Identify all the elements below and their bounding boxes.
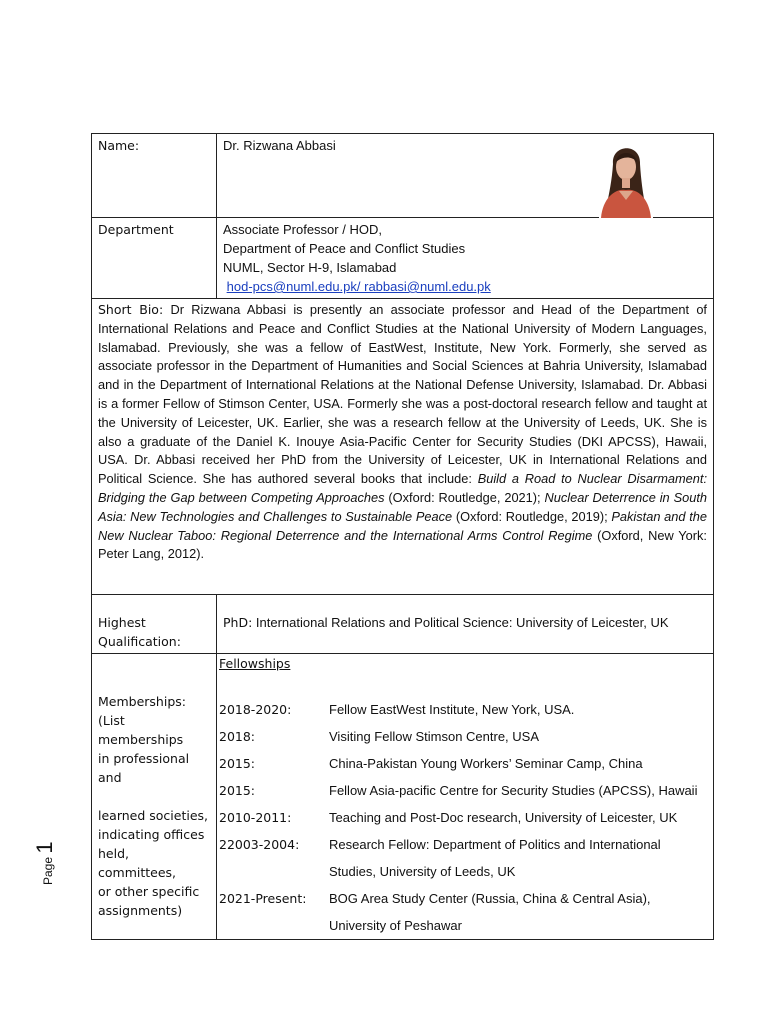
- fellowship-desc: Fellow Asia-pacific Centre for Security Studies (APCSS), Hawaii: [329, 783, 698, 798]
- fellowship-desc: Visiting Fellow Stimson Centre, USA: [329, 729, 540, 744]
- name-label: Name:: [92, 134, 217, 218]
- fellowship-item: [219, 808, 709, 827]
- department-row: [92, 218, 714, 299]
- book-title-2: Nuclear Deterrence in South Asia: New Technologies and Challenges to Sustainable Peace: [98, 489, 708, 524]
- memberships-label-line: Memberships:: [98, 694, 186, 709]
- email-link[interactable]: hod-pcs@numl.edu.pk/ rabbasi@numl.edu.pk: [226, 279, 491, 294]
- fellowships-heading: Fellowships: [219, 656, 291, 671]
- bio-text: Dr Rizwana Abbasi is presently an associate professor and Head of the Department of International Relations and Peace and Conflict Studies at the National University of Modern Languages, Islamabad. Previously, she was a fellow of EastWest, Institute, New York. Formerly, she served as associate professor in the Department of Humanities and Social Sciences at Bahria University, Islamabad and in the Department of International Relations at the National Defense University, Islamabad. Dr. Abbasi is a former Fellow of Stimson Center, USA. Formerly she was a post-doctoral research fellow and taught at the University of Leicester, UK. Earlier, she was a research fellow at the University of Leeds, UK. She is also a graduate of the Daniel K. Inouye Asia-Pacific Center for Security Studies (DKI APCSS), Hawaii, USA. Dr. Abbasi received her PhD from the University of Leicester, UK in International Relations and Political Science. She has authored several books that include:: [98, 302, 707, 487]
- memberships-label: [92, 654, 217, 940]
- fellowship-year: 2015:: [219, 783, 256, 798]
- address-text: NUML, Sector H-9, Islamabad: [223, 260, 397, 275]
- book-title-1: Build a Road to Nuclear Disarmament: Bridging the Gap between Competing Approaches: [98, 471, 708, 505]
- fellowship-desc: University of Peshawar: [329, 918, 462, 933]
- fellowship-item: [219, 700, 709, 719]
- book-pub-3: (Oxford, New York: Peter Lang, 2012).: [98, 527, 707, 562]
- cv-table: [91, 133, 714, 940]
- memberships-label-line: and: [98, 770, 122, 785]
- book-title-3: Pakistan and the New Nuclear Taboo: Regional Deterrence and the International Arms Control Regime: [98, 508, 707, 543]
- page-number-mark: [32, 841, 72, 885]
- department-cell: [217, 218, 714, 299]
- department-text: Department of Peace and Conflict Studies: [223, 241, 466, 256]
- fellowship-item: [219, 781, 709, 800]
- fellowships-cell: [217, 654, 714, 940]
- memberships-label-line: assignments): [98, 903, 183, 918]
- fellowship-desc: China-Pakistan Young Workers’ Seminar Camp, China: [329, 756, 643, 771]
- memberships-label-line: in professional: [98, 751, 190, 766]
- memberships-row: [92, 654, 714, 940]
- position-text: Associate Professor / HOD,: [223, 222, 382, 237]
- name-row: [92, 134, 714, 218]
- page-number: 1: [32, 841, 57, 854]
- memberships-label-line: learned societies,: [98, 808, 209, 823]
- page-word: Page: [41, 856, 55, 885]
- fellowship-year: 2018-2020:: [219, 702, 292, 717]
- profile-photo: [599, 134, 653, 218]
- fellowship-item: [219, 727, 709, 746]
- fellowship-desc: Fellow EastWest Institute, New York, USA.: [329, 702, 575, 717]
- qualification-label-line-1: Highest: [98, 615, 146, 630]
- degree-label: PhD:: [223, 615, 253, 630]
- fellowship-desc: Teaching and Post-Doc research, University of Leicester, UK: [329, 810, 678, 825]
- qualification-label: [92, 595, 217, 654]
- fellowship-year: 22003-2004:: [219, 837, 300, 852]
- portrait-image: [599, 134, 653, 218]
- fellowship-year: 2021-Present:: [219, 891, 307, 906]
- memberships-label-line: indicating offices: [98, 827, 205, 842]
- bio-label: Short Bio:: [98, 302, 164, 317]
- fellowship-desc: BOG Area Study Center (Russia, China & Central Asia),: [329, 891, 651, 906]
- name-cell: [217, 134, 714, 218]
- bio-cell: [92, 299, 714, 595]
- bio-row: [92, 299, 714, 595]
- cv-document: [91, 133, 713, 940]
- name-value: Dr. Rizwana Abbasi: [223, 138, 336, 153]
- fellowship-item: [219, 889, 709, 908]
- memberships-label-line: (List memberships: [98, 713, 184, 747]
- fellowship-item: [219, 754, 709, 773]
- book-pub-1: (Oxford: Routledge, 2021);: [384, 489, 545, 505]
- memberships-label-line: held, committees,: [98, 846, 177, 880]
- qualification-row: [92, 595, 714, 654]
- memberships-label-line: or other specific: [98, 884, 200, 899]
- qualification-cell: [217, 595, 714, 654]
- book-pub-2: (Oxford: Routledge, 2019);: [452, 508, 612, 524]
- department-label: Department: [92, 218, 217, 299]
- fellowship-desc: Studies, University of Leeds, UK: [329, 864, 516, 879]
- fellowship-item-cont: [219, 854, 709, 881]
- fellowship-desc: Research Fellow: Department of Politics and International: [329, 837, 661, 852]
- fellowship-year: 2018:: [219, 729, 256, 744]
- fellowship-item: [219, 835, 709, 854]
- qualification-label-line-2: Qualification:: [98, 634, 181, 649]
- degree-detail: International Relations and Political Science: University of Leicester, UK: [252, 615, 669, 630]
- fellowship-year: 2010-2011:: [219, 810, 292, 825]
- fellowship-year: 2015:: [219, 756, 256, 771]
- fellowship-item-cont: [219, 908, 709, 935]
